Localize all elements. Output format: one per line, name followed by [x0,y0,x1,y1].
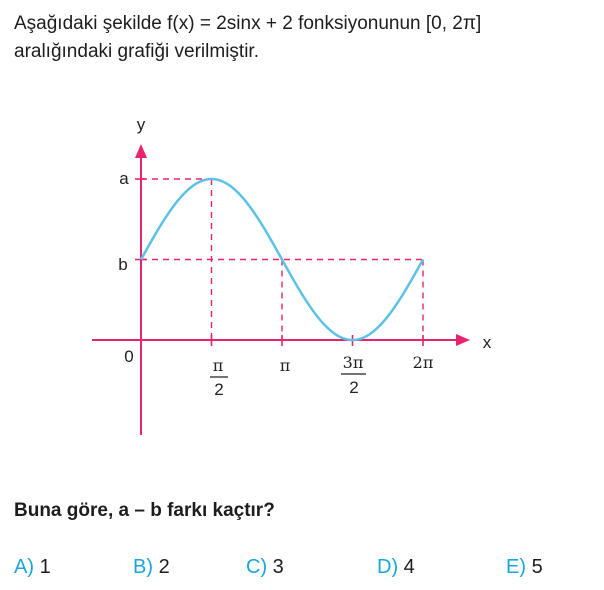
x-tick-three-pi-half-denominator: 2 [349,378,359,397]
choice-d-letter: D) [377,556,399,578]
choice-c-letter: C) [246,556,268,578]
x-tick-pi-half-denominator: 2 [214,380,224,399]
x-axis-label: x [482,333,492,352]
choice-e-value: 5 [531,556,543,578]
x-axis-arrow [456,334,470,346]
choice-d-value: 4 [403,556,415,578]
choice-a[interactable] [14,556,51,579]
x-tick-pi: π [279,356,291,375]
choice-a-value: 1 [39,556,51,578]
choice-e[interactable] [506,556,543,579]
question-line-2: aralığındaki grafiği verilmiştir. [14,41,259,62]
y-tick-label-a: a [119,169,129,188]
choice-c[interactable] [246,556,284,579]
origin-label: 0 [124,347,134,366]
choice-c-value: 3 [272,556,284,578]
question-line-1: Aşağıdaki şekilde f(x) = 2sinx + 2 fonksiyonunun [0, 2π] [14,13,482,34]
choice-d[interactable] [377,556,415,579]
choice-b-letter: B) [133,556,153,578]
choice-b[interactable] [133,556,170,579]
tick-marks [135,179,423,346]
y-axis-arrow [135,144,147,158]
choice-a-letter: A) [14,556,34,578]
y-axis-label: y [136,115,146,134]
x-tick-two-pi: 2π [412,353,434,372]
choice-b-value: 2 [158,556,170,578]
choice-e-letter: E) [506,556,526,578]
y-tick-label-b: b [118,255,128,274]
question-prompt: Buna göre, a – b farkı kaçtır? [14,500,275,521]
x-tick-pi-half-numerator: π [212,356,224,375]
x-tick-three-pi-half-numerator: 3π [342,353,364,372]
